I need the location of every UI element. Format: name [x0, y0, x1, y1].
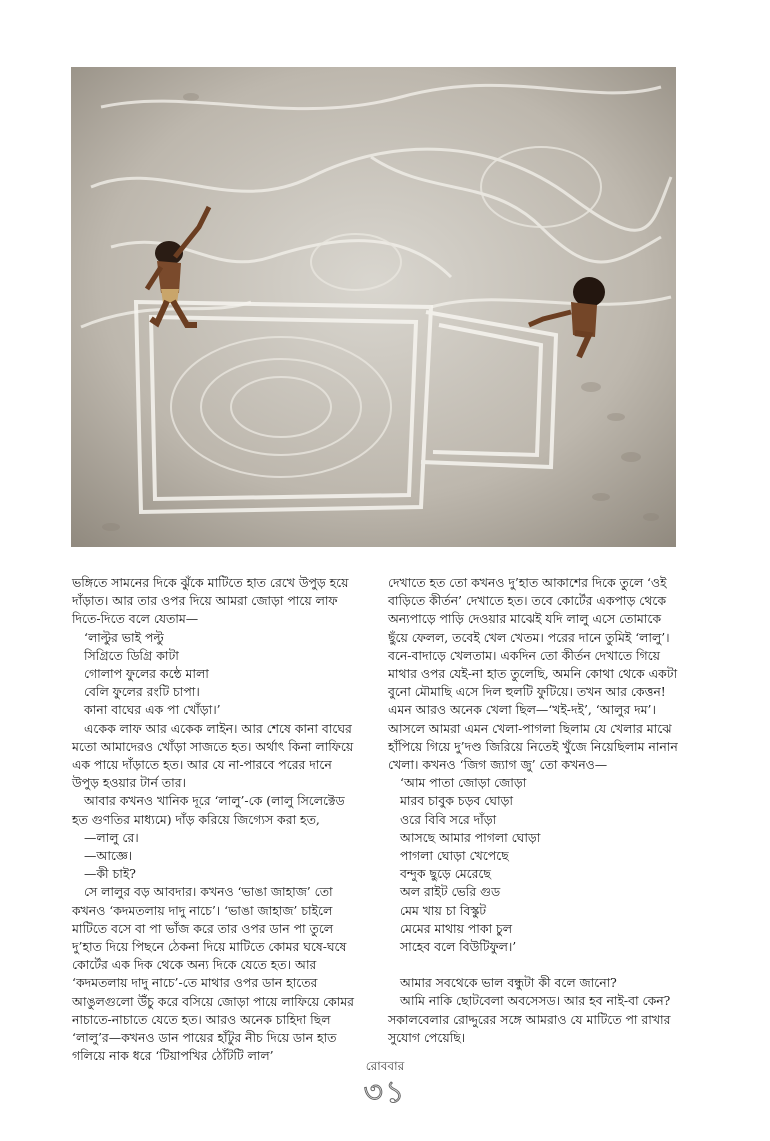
paragraph: একেক লাফ আর একেক লাইন। আর শেষে কানা বাঘের মতো আমাদেরও খোঁড়া সাজতে হত। অর্থাৎ কিনা লাফিয়ে এক পায়ে দাঁড়াতে হত। আর যে না-পারবে পরের দানে উপুড় হওয়ার টার্ন তার।: [72, 720, 354, 791]
spacer: [388, 956, 678, 974]
rhyme-line: পাগলা ঘোড়া খেপেছে: [400, 848, 509, 864]
rhyme-line: ‘আম পাতা জোড়া জোড়া: [400, 775, 527, 791]
dialogue-line: —কী চাই?: [84, 866, 136, 882]
paragraph: আমি নাকি ছোটবেলা অবসেসড। আর হব নাই-বা কেন? সকালবেলার রোদ্দুরের সঙ্গে আমরাও যে মাটিতে পা রাখার সুযোগ পেয়েছি।: [388, 993, 671, 1045]
paragraph: আমার সবথেকে ভাল বন্ধুটা কী বলে জানো?: [400, 975, 617, 991]
rhyme-line: সিগ্রিতে ডিগ্রি কাটা: [84, 647, 179, 663]
article-column-left: [72, 574, 362, 1065]
rhyme-line: আসছে আমার পাগলা ঘোড়া: [400, 829, 541, 845]
article-photo: [71, 67, 676, 547]
rhyme-line: কানা বাঘের এক পা খোঁড়া।’: [84, 702, 221, 718]
article-column-right: [388, 574, 678, 1047]
paragraph: ভঙ্গিতে সামনের দিকে ঝুঁকে মাটিতে হাত রেখে উপুড় হয়ে দাঁড়াত। আর তার ওপর দিয়ে আমরা জোড়া পায়ে লাফ দিতে-দিতে বলে যেতাম—: [72, 575, 349, 627]
page-number: ৩১: [363, 1075, 407, 1110]
rhyme-line: গোলাপ ফুলের কন্ঠে মালা: [84, 666, 209, 682]
rhyme-line: বেলি ফুলের রংটি চাপা।: [84, 684, 200, 700]
paragraph: আবার কখনও খানিক দূরে ‘লালু’-কে (লালু সিলেক্টেড হত গুণতির মাধ্যমে) দাঁড় করিয়ে জিগ্যেস করা হত,: [72, 793, 345, 827]
dialogue-line: —আজ্ঞে।: [84, 848, 133, 864]
rhyme-line: মারব চাবুক চড়ব ঘোড়া: [400, 793, 513, 809]
rhyme-line: বন্দুক ছুড়ে মেরেছে: [400, 866, 491, 882]
rhyme-line: মেমের মাথায় পাকা চুল: [400, 920, 512, 936]
paragraph: সে লালুর বড় আবদার। কখনও ‘ভাঙা জাহাজ’ তো কখনও ‘কদমতলায় দাদু নাচে’। ‘ভাঙা জাহাজ’ চাইলে মাটিতে বসে বা পা ভাঁজ করে তার ওপর ডান পা তুলে দু’হাত দিয়ে পিছনে ঠেকনা দিয়ে মাটিতে কোমর ঘষে-ঘষে কোর্টের এক দিক থেকে অন্য দিকে যেতে হত। আর ‘কদমতলায় দাদু নাচে’-তে মাথার ওপর ডান হাতের আঙুলগুলো উঁচু করে বসিয়ে জোড়া পায়ে লাফিয়ে কোমর নাচাতে-নাচাতে যেতে হত। আরও অনেক চাহিদা ছিল ‘লালু’র—কখনও ডান পায়ের হাঁটুর নীচ দিয়ে ডান হাত গলিয়ে নাক ধরে ‘টিয়াপখির ঠোঁটটি লাল’: [72, 884, 354, 1064]
rhyme-line: ‘লাল্টুর ভাই পল্টু: [84, 629, 164, 645]
paragraph: দেখাতে হত তো কখনও দু’হাত আকাশের দিকে তুলে ‘ওই বাড়িতে কীর্তন’ দেখাতে হত। তবে কোর্টের একপাড় থেকে অন্যপাড়ে পাড়ি দেওয়ার মাঝেই যদি লালু এসে তোমাকে ছুঁয়ে ফেলল, তবেই খেল খেতম। পরের দানে তুমিই ‘লালু’। বনে-বাদাড়ে খেলতাম। একদিন তো কীর্তন দেখাতে গিয়ে মাথার ওপর যেই-না হাত তুলেছি, অমনি কোথা থেকে একটা বুনো মৌমাছি এসে দিল হুলটি ফুটিয়ে। তখন আর কেত্তন! এমন আরও অনেক খেলা ছিল—‘খই-দই’, ‘আলুর দম’। আসলে আমরা এমন খেলা-পাগলা ছিলাম যে খেলার মাঝে হাঁপিয়ে গিয়ে দু’দণ্ড জিরিয়ে নিতেই খুঁজে নিয়েছিলাম নানান খেলা। কখনও ‘জিগ জ্যাগ জু’ তো কখনও—: [388, 575, 678, 773]
rhyme-line: সাহেব বলে বিউটিফুল।’: [400, 939, 517, 955]
rhyme-line: অল রাইট ভেরি গুড: [400, 884, 501, 900]
magazine-name: রোববার: [365, 1059, 405, 1073]
rhyme-line: ওরে বিবি সরে দাঁড়া: [400, 811, 497, 827]
dialogue-line: —লালু রে।: [84, 829, 139, 845]
sand-photo-illustration: [71, 67, 676, 547]
rhyme-line: মেম খায় চা বিস্কুট: [400, 902, 487, 918]
